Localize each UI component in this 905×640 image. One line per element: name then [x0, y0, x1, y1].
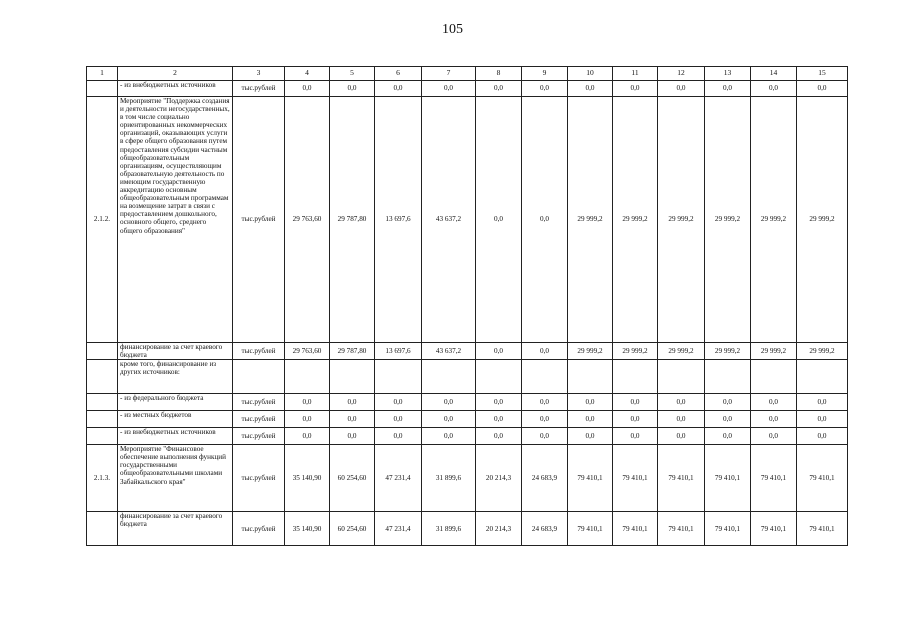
value-cell: 47 231,4 — [375, 512, 422, 546]
value-cell: 29 999,2 — [658, 343, 705, 360]
value-cell: 0,0 — [330, 394, 375, 411]
value-cell: 0,0 — [422, 428, 476, 445]
value-cell: 24 683,9 — [522, 445, 568, 512]
value-cell: 13 697,6 — [375, 97, 422, 343]
value-cell: 0,0 — [613, 411, 658, 428]
header-cell: 4 — [285, 67, 330, 81]
value-cell: 0,0 — [476, 81, 522, 97]
row-unit: тыс.рублей — [233, 411, 285, 428]
value-cell — [330, 360, 375, 394]
header-cell: 1 — [87, 67, 118, 81]
header-cell: 2 — [118, 67, 233, 81]
row-code — [87, 360, 118, 394]
row-unit — [233, 360, 285, 394]
row-code — [87, 343, 118, 360]
value-cell: 79 410,1 — [797, 445, 848, 512]
value-cell: 29 999,2 — [751, 97, 797, 343]
row-name: Мероприятие "Поддержка создания и деятельности негосударственных, в том числе социально ориентированных некоммерческих организаций, оказывающих услуги в сфере общего образования путем предоставления субсидии частным общеобразовательным организациям, осуществляющим образовательную деятельность по имеющим государственную аккредитацию основным общеобразовательным программам на возмещение затрат в связи с предоставлением дошкольного, основного общего, среднего общего образования" — [118, 97, 233, 343]
value-cell: 29 999,2 — [568, 97, 613, 343]
value-cell: 0,0 — [568, 428, 613, 445]
row-unit: тыс.рублей — [233, 428, 285, 445]
budget-table — [86, 66, 848, 546]
value-cell: 0,0 — [797, 81, 848, 97]
value-cell: 0,0 — [522, 81, 568, 97]
value-cell: 79 410,1 — [658, 512, 705, 546]
value-cell: 29 763,60 — [285, 343, 330, 360]
value-cell: 0,0 — [751, 428, 797, 445]
value-cell: 0,0 — [797, 411, 848, 428]
value-cell — [375, 360, 422, 394]
value-cell: 29 999,2 — [613, 343, 658, 360]
value-cell: 0,0 — [285, 81, 330, 97]
value-cell: 79 410,1 — [797, 512, 848, 546]
row-unit: тыс.рублей — [233, 445, 285, 512]
value-cell: 0,0 — [285, 411, 330, 428]
header-row — [87, 67, 848, 81]
value-cell: 0,0 — [522, 97, 568, 343]
value-cell: 0,0 — [330, 411, 375, 428]
value-cell: 79 410,1 — [705, 445, 751, 512]
header-cell: 14 — [751, 67, 797, 81]
value-cell: 0,0 — [705, 394, 751, 411]
value-cell — [568, 360, 613, 394]
header-cell: 15 — [797, 67, 848, 81]
table-row — [87, 411, 848, 428]
value-cell: 29 787,80 — [330, 343, 375, 360]
row-code: 2.1.2. — [87, 97, 118, 343]
value-cell: 0,0 — [422, 411, 476, 428]
value-cell: 47 231,4 — [375, 445, 422, 512]
value-cell: 13 697,6 — [375, 343, 422, 360]
value-cell: 0,0 — [568, 394, 613, 411]
value-cell: 29 999,2 — [751, 343, 797, 360]
value-cell: 0,0 — [422, 394, 476, 411]
value-cell: 0,0 — [613, 394, 658, 411]
header-cell: 8 — [476, 67, 522, 81]
value-cell: 0,0 — [476, 411, 522, 428]
value-cell: 0,0 — [658, 428, 705, 445]
row-unit: тыс.рублей — [233, 394, 285, 411]
page-number: 105 — [442, 22, 463, 37]
value-cell: 29 999,2 — [705, 97, 751, 343]
value-cell: 0,0 — [797, 428, 848, 445]
value-cell: 29 763,60 — [285, 97, 330, 343]
value-cell: 29 999,2 — [797, 343, 848, 360]
value-cell: 24 683,9 — [522, 512, 568, 546]
value-cell: 0,0 — [330, 428, 375, 445]
value-cell: 0,0 — [658, 411, 705, 428]
value-cell: 60 254,60 — [330, 512, 375, 546]
value-cell: 31 899,6 — [422, 445, 476, 512]
value-cell: 0,0 — [476, 428, 522, 445]
value-cell: 43 637,2 — [422, 97, 476, 343]
value-cell — [422, 360, 476, 394]
value-cell: 20 214,3 — [476, 445, 522, 512]
value-cell — [613, 360, 658, 394]
value-cell: 35 140,90 — [285, 512, 330, 546]
value-cell: 79 410,1 — [751, 512, 797, 546]
value-cell: 79 410,1 — [751, 445, 797, 512]
header-cell: 11 — [613, 67, 658, 81]
row-code — [87, 512, 118, 546]
value-cell: 79 410,1 — [705, 512, 751, 546]
table-row — [87, 97, 848, 343]
value-cell: 0,0 — [658, 81, 705, 97]
value-cell: 0,0 — [476, 343, 522, 360]
row-name: кроме того, финансирование из других источников: — [118, 360, 233, 394]
value-cell: 0,0 — [422, 81, 476, 97]
value-cell: 0,0 — [568, 81, 613, 97]
value-cell: 29 999,2 — [705, 343, 751, 360]
row-name: - из внебюджетных источников — [118, 81, 233, 97]
value-cell — [751, 360, 797, 394]
row-unit: тыс.рублей — [233, 97, 285, 343]
value-cell: 35 140,90 — [285, 445, 330, 512]
value-cell: 29 999,2 — [658, 97, 705, 343]
value-cell: 0,0 — [522, 343, 568, 360]
row-code — [87, 428, 118, 445]
value-cell: 0,0 — [330, 81, 375, 97]
value-cell: 31 899,6 — [422, 512, 476, 546]
header-cell: 12 — [658, 67, 705, 81]
row-code — [87, 394, 118, 411]
value-cell: 0,0 — [705, 411, 751, 428]
value-cell: 29 787,80 — [330, 97, 375, 343]
value-cell: 0,0 — [613, 81, 658, 97]
value-cell: 0,0 — [613, 428, 658, 445]
header-cell: 7 — [422, 67, 476, 81]
value-cell: 0,0 — [375, 394, 422, 411]
row-code — [87, 81, 118, 97]
value-cell: 0,0 — [522, 428, 568, 445]
row-code — [87, 411, 118, 428]
value-cell: 0,0 — [658, 394, 705, 411]
row-name: Мероприятие "Финансовое обеспечение выполнения функций государственными общеобразовательными школами Забайкальского края" — [118, 445, 233, 512]
value-cell: 79 410,1 — [568, 512, 613, 546]
value-cell: 0,0 — [522, 394, 568, 411]
table-row — [87, 343, 848, 360]
row-name: - из федерального бюджета — [118, 394, 233, 411]
value-cell — [658, 360, 705, 394]
value-cell: 0,0 — [705, 81, 751, 97]
header-cell: 3 — [233, 67, 285, 81]
value-cell: 0,0 — [476, 394, 522, 411]
row-unit: тыс.рублей — [233, 343, 285, 360]
header-cell: 10 — [568, 67, 613, 81]
value-cell: 0,0 — [751, 411, 797, 428]
value-cell — [522, 360, 568, 394]
value-cell: 29 999,2 — [613, 97, 658, 343]
value-cell: 20 214,3 — [476, 512, 522, 546]
value-cell: 0,0 — [285, 428, 330, 445]
row-unit: тыс.рублей — [233, 512, 285, 546]
value-cell: 0,0 — [476, 97, 522, 343]
value-cell: 79 410,1 — [658, 445, 705, 512]
value-cell — [476, 360, 522, 394]
value-cell: 0,0 — [375, 428, 422, 445]
value-cell — [285, 360, 330, 394]
row-name: - из местных бюджетов — [118, 411, 233, 428]
value-cell: 0,0 — [751, 394, 797, 411]
value-cell: 0,0 — [375, 81, 422, 97]
row-name: - из внебюджетных источников — [118, 428, 233, 445]
header-cell: 9 — [522, 67, 568, 81]
header-cell: 13 — [705, 67, 751, 81]
table-row — [87, 81, 848, 97]
table-row — [87, 360, 848, 394]
value-cell — [797, 360, 848, 394]
row-unit: тыс.рублей — [233, 81, 285, 97]
value-cell: 0,0 — [568, 411, 613, 428]
row-name: финансирование за счет краевого бюджета — [118, 512, 233, 546]
value-cell: 79 410,1 — [568, 445, 613, 512]
value-cell: 43 637,2 — [422, 343, 476, 360]
value-cell: 79 410,1 — [613, 512, 658, 546]
table-row — [87, 394, 848, 411]
value-cell: 79 410,1 — [613, 445, 658, 512]
value-cell: 0,0 — [375, 411, 422, 428]
table-row — [87, 428, 848, 445]
value-cell: 0,0 — [522, 411, 568, 428]
value-cell — [705, 360, 751, 394]
table-row — [87, 445, 848, 512]
value-cell: 29 999,2 — [568, 343, 613, 360]
value-cell: 0,0 — [705, 428, 751, 445]
header-cell: 5 — [330, 67, 375, 81]
value-cell: 60 254,60 — [330, 445, 375, 512]
value-cell: 29 999,2 — [797, 97, 848, 343]
value-cell: 0,0 — [285, 394, 330, 411]
value-cell: 0,0 — [751, 81, 797, 97]
row-code: 2.1.3. — [87, 445, 118, 512]
header-cell: 6 — [375, 67, 422, 81]
table-row — [87, 512, 848, 546]
value-cell: 0,0 — [797, 394, 848, 411]
row-name: финансирование за счет краевого бюджета — [118, 343, 233, 360]
